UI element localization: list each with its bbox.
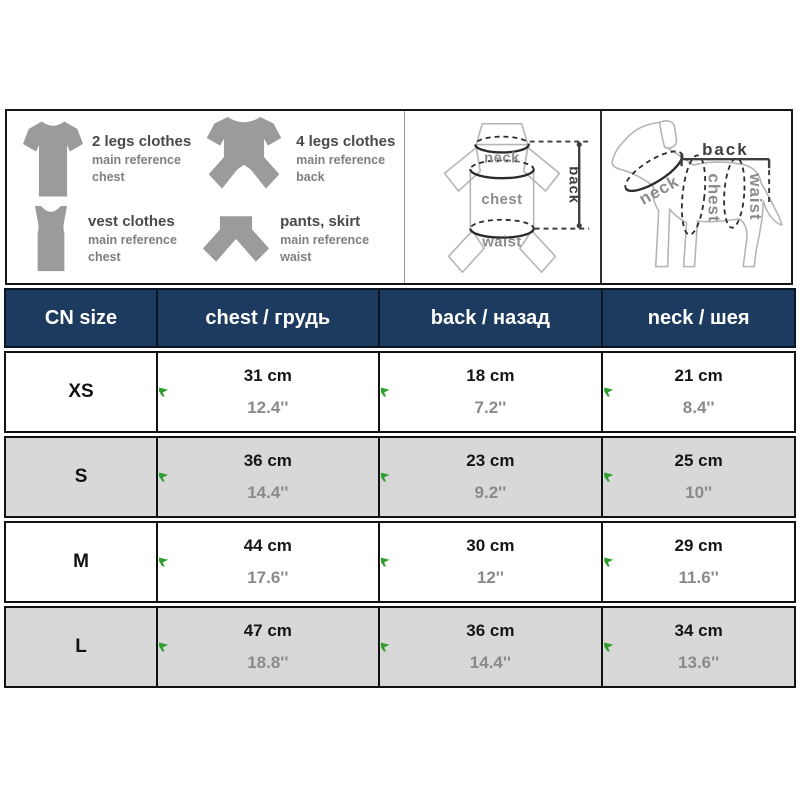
two-legs-clothes-icon: [23, 119, 83, 199]
back-cm: 30 cm: [466, 535, 515, 555]
table-row-l: [4, 606, 796, 688]
header-cn-size: CN size: [6, 290, 158, 346]
clothing-type-legend: [7, 111, 405, 283]
neck-cell: [603, 438, 794, 516]
neck-cm: 21 cm: [674, 365, 723, 385]
measurement-guide-panel: [5, 109, 793, 285]
chest-cm: 36 cm: [243, 450, 292, 470]
chest-cm: 44 cm: [243, 535, 292, 555]
legend-title: vest clothes: [88, 212, 175, 230]
garment-waist-label: waist: [482, 234, 522, 251]
neck-inch: 10'': [685, 483, 713, 503]
neck-inch: 8.4'': [682, 398, 715, 418]
chest-cell: [158, 353, 379, 431]
neck-cell: [603, 353, 794, 431]
size-table: [4, 288, 796, 688]
green-marker-icon: [381, 558, 390, 567]
legend-item-4-legs: [201, 117, 402, 200]
dog-waist-label: waist: [746, 173, 766, 221]
chest-cm: 47 cm: [243, 620, 292, 640]
chest-inch: 18.8'': [247, 653, 289, 673]
chest-inch: 17.6'': [247, 568, 289, 588]
green-marker-icon: [159, 558, 168, 567]
green-marker-icon: [381, 643, 390, 652]
dog-chest-label: chest: [704, 173, 724, 223]
back-inch: 12'': [476, 568, 504, 588]
back-cm: 36 cm: [466, 620, 515, 640]
green-marker-icon: [159, 643, 168, 652]
green-marker-icon: [381, 388, 390, 397]
legend-text: [88, 211, 201, 267]
green-marker-icon: [159, 473, 168, 482]
header-back: back / назад: [380, 290, 604, 346]
legend-subtitle: main reference waist: [280, 232, 370, 265]
garment-measure-diagram: [405, 111, 602, 283]
dog-diagram-svg: [602, 111, 791, 283]
garment-chest-label: chest: [481, 191, 523, 208]
size-cell: M: [6, 523, 158, 601]
neck-inch: 13.6'': [678, 653, 720, 673]
green-marker-icon: [604, 558, 613, 567]
back-inch: 14.4'': [469, 653, 511, 673]
green-marker-icon: [604, 643, 613, 652]
green-marker-icon: [381, 473, 390, 482]
neck-cm: 29 cm: [674, 535, 723, 555]
back-cm: 23 cm: [466, 450, 515, 470]
legend-title: 2 legs clothes: [92, 132, 192, 150]
legend-text: [296, 131, 402, 187]
dog-back-label: back: [702, 140, 749, 160]
neck-cm: 34 cm: [674, 620, 723, 640]
chest-cell: [158, 523, 379, 601]
back-cell: [380, 438, 604, 516]
chest-cell: [158, 608, 379, 686]
back-cell: [380, 353, 604, 431]
legend-title: pants, skirt: [280, 212, 361, 230]
four-legs-clothes-icon: [201, 115, 287, 203]
garment-neck-label: neck: [484, 150, 520, 167]
green-marker-icon: [604, 388, 613, 397]
table-row-xs: [4, 351, 796, 433]
dog-measure-diagram: [602, 111, 791, 283]
legend-text: [280, 211, 402, 267]
legend-item-2-legs: [23, 117, 201, 200]
header-neck: neck / шея: [647, 306, 750, 329]
chest-inch: 12.4'': [247, 398, 289, 418]
chest-cell: [158, 438, 379, 516]
back-cell: [380, 608, 604, 686]
legend-subtitle: main reference back: [296, 152, 386, 185]
table-row-m: [4, 521, 796, 603]
legend-text: [92, 131, 201, 187]
legend-subtitle: main reference chest: [88, 232, 177, 265]
back-cm: 18 cm: [466, 365, 515, 385]
size-cell: XS: [6, 353, 158, 431]
legend-title: 4 legs clothes: [296, 132, 396, 150]
chest-cm: 31 cm: [243, 365, 292, 385]
size-cell: L: [6, 608, 158, 686]
back-cell: [380, 523, 604, 601]
table-row-s: [4, 436, 796, 518]
neck-cm: 25 cm: [674, 450, 723, 470]
green-marker-icon: [159, 388, 168, 397]
vest-clothes-icon: [23, 206, 79, 272]
legend-item-vest: [23, 200, 201, 277]
garment-diagram-svg: [405, 111, 600, 283]
green-marker-icon: [604, 473, 613, 482]
pants-skirt-icon: [201, 214, 271, 264]
legend-item-pants: [201, 200, 402, 277]
neck-cell: [603, 608, 794, 686]
garment-back-label: back: [565, 166, 582, 205]
neck-cell: [603, 523, 794, 601]
size-cell: S: [6, 438, 158, 516]
back-inch: 7.2'': [474, 398, 507, 418]
dog-neck-label: neck: [635, 171, 683, 209]
legend-subtitle: main reference chest: [92, 152, 181, 185]
neck-inch: 11.6'': [678, 568, 719, 588]
back-inch: 9.2'': [474, 483, 507, 503]
header-chest: chest / грудь: [158, 290, 379, 346]
size-table-header: [4, 288, 796, 348]
chest-inch: 14.4'': [247, 483, 289, 503]
